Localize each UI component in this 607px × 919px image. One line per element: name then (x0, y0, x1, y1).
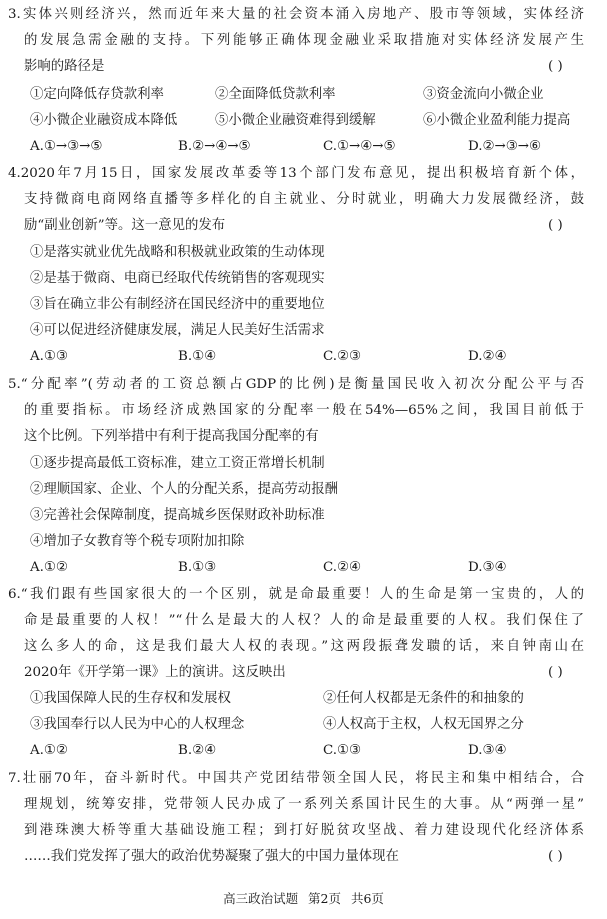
question-3-items-row-2 (0, 112, 607, 130)
question-6-items-row-2 (0, 716, 607, 734)
question-6-stem-line-1: 6.“我们跟有些国家很大的一个区别，就是命最重要！人的生命是第一宝贵的，人的 (8, 587, 584, 602)
question-4-option-b: B.①④ (178, 349, 217, 364)
question-6-item-4: ④人权高于主权，人权无国界之分 (323, 717, 524, 732)
question-3-items-row-1 (0, 86, 607, 104)
question-5-item-4: ④增加子女教育等个税专项附加扣除 (30, 534, 245, 549)
question-3-stem-line-1: 3.实体兴则经济兴，然而近年来大量的社会资本涌入房地产、股市等领域，实体经济 (8, 7, 584, 22)
question-4-item-2: ②是基于微商、电商已经取代传统销售的客观现实 (30, 271, 325, 286)
question-7-stem-line-4: ……我们党发挥了强大的政治优势凝聚了强大的中国力量体现在 (24, 849, 399, 864)
question-6-item-2: ②任何人权都是无条件的和抽象的 (323, 691, 524, 706)
question-6-stem-line-2: 命是最重要的人权！”“什么是最大的人权？人的命是最重要的人权。我们保住了 (24, 613, 584, 628)
question-3-option-d: D.②→③→⑥ (468, 139, 541, 154)
question-6-answer-paren: ( ) (548, 665, 563, 680)
question-6-option-b: B.②④ (178, 743, 217, 758)
question-6-item-1: ①我国保障人民的生存权和发展权 (30, 691, 231, 706)
question-4-item-3: ③旨在确立非公有制经济在国民经济中的重要地位 (30, 297, 325, 312)
question-3-item-2: ②全面降低贷款利率 (215, 87, 336, 102)
question-3-option-b: B.②→④→⑤ (178, 139, 251, 154)
question-5-item-2: ②理顺国家、企业、个人的分配关系，提高劳动报酬 (30, 482, 338, 497)
question-7-stem-line-3: 到港珠澳大桥等重大基础设施工程；到打好脱贫攻坚战、着力建设现代化经济体系 (24, 823, 584, 838)
page-footer: 高三政治试题 第2页 共6页 (223, 891, 384, 906)
question-4-option-c: C.②③ (323, 349, 362, 364)
question-5-item-3: ③完善社会保障制度，提高城乡医保财政补助标准 (30, 508, 325, 523)
question-4-option-d: D.②④ (468, 349, 507, 364)
question-3-item-3: ③资金流向小微企业 (423, 87, 544, 102)
question-5-option-a: A.①② (30, 560, 68, 575)
question-4-options (0, 348, 607, 366)
question-6-option-a: A.①② (30, 743, 68, 758)
question-5-option-b: B.①③ (178, 560, 217, 575)
question-3-option-a: A.①→③→⑤ (30, 139, 103, 154)
question-7-stem-line-1: 7.壮丽70年，奋斗新时代。中国共产党团结带领全国人民，将民主和集中相结合，合 (8, 771, 584, 786)
question-5-item-1: ①逐步提高最低工资标准，建立工资正常增长机制 (30, 456, 325, 471)
question-5-stem-line-2: 的重要指标。市场经济成熟国家的分配率一般在54%—65%之间，我国目前低于 (24, 403, 584, 418)
question-3-item-4: ④小微企业融资成本降低 (30, 113, 178, 128)
question-4-option-a: A.①③ (30, 349, 68, 364)
question-6-option-c: C.①③ (323, 743, 362, 758)
question-3-answer-paren: ( ) (548, 59, 563, 74)
question-5-options (0, 559, 607, 577)
question-3-item-1: ①定向降低存贷款利率 (30, 87, 164, 102)
question-3-option-c: C.①→④→⑤ (323, 139, 396, 154)
question-6-options (0, 742, 607, 760)
question-7-answer-paren: ( ) (548, 849, 563, 864)
question-6-stem-line-4: 2020年《开学第一课》上的演讲。这反映出 (24, 665, 286, 680)
question-5-option-c: C.②④ (323, 560, 362, 575)
question-4-stem-line-1: 4.2020年7月15日，国家发展改革委等13个部门发布意见，提出积极培育新个体， (8, 166, 584, 181)
question-3-stem-line-3: 影响的路径是 (24, 59, 105, 74)
question-3-item-6: ⑥小微企业盈利能力提高 (423, 113, 571, 128)
question-5-stem-line-3: 这个比例。下列举措中有利于提高我国分配率的有 (24, 429, 319, 444)
question-6-item-3: ③我国奉行以人民为中心的人权理念 (30, 717, 245, 732)
question-4-stem-line-2: 支持微商电商网络直播等多样化的自主就业、分时就业，明确大力发展微经济，鼓 (24, 192, 584, 207)
question-4-stem-line-3: 励“副业创新”等。这一意见的发布 (24, 218, 226, 233)
question-4-item-4: ④可以促进经济健康发展，满足人民美好生活需求 (30, 323, 325, 338)
question-4-item-1: ①是落实就业优先战略和积极就业政策的生动体现 (30, 245, 325, 260)
question-6-stem-line-3: 这么多人的命，这是我们最大人权的表现。”这两段振聋发聩的话，来自钟南山在 (24, 639, 584, 654)
question-7-stem-line-2: 理规划，统筹安排，党带领人民办成了一系列关系国计民生的大事。从“两弹一星” (24, 797, 584, 812)
question-6-items-row-1 (0, 690, 607, 708)
question-6-option-d: D.③④ (468, 743, 507, 758)
question-3-stem-line-2: 的发展急需金融的支持。下列能够正确体现金融业采取措施对实体经济发展产生 (24, 33, 584, 48)
question-3-options (0, 138, 607, 156)
question-4-answer-paren: ( ) (548, 218, 563, 233)
question-5-stem-line-1: 5.“分配率”(劳动者的工资总额占GDP的比例)是衡量国民收入初次分配公平与否 (8, 377, 584, 392)
question-3-item-5: ⑤小微企业融资难得到缓解 (215, 113, 376, 128)
question-5-option-d: D.③④ (468, 560, 507, 575)
